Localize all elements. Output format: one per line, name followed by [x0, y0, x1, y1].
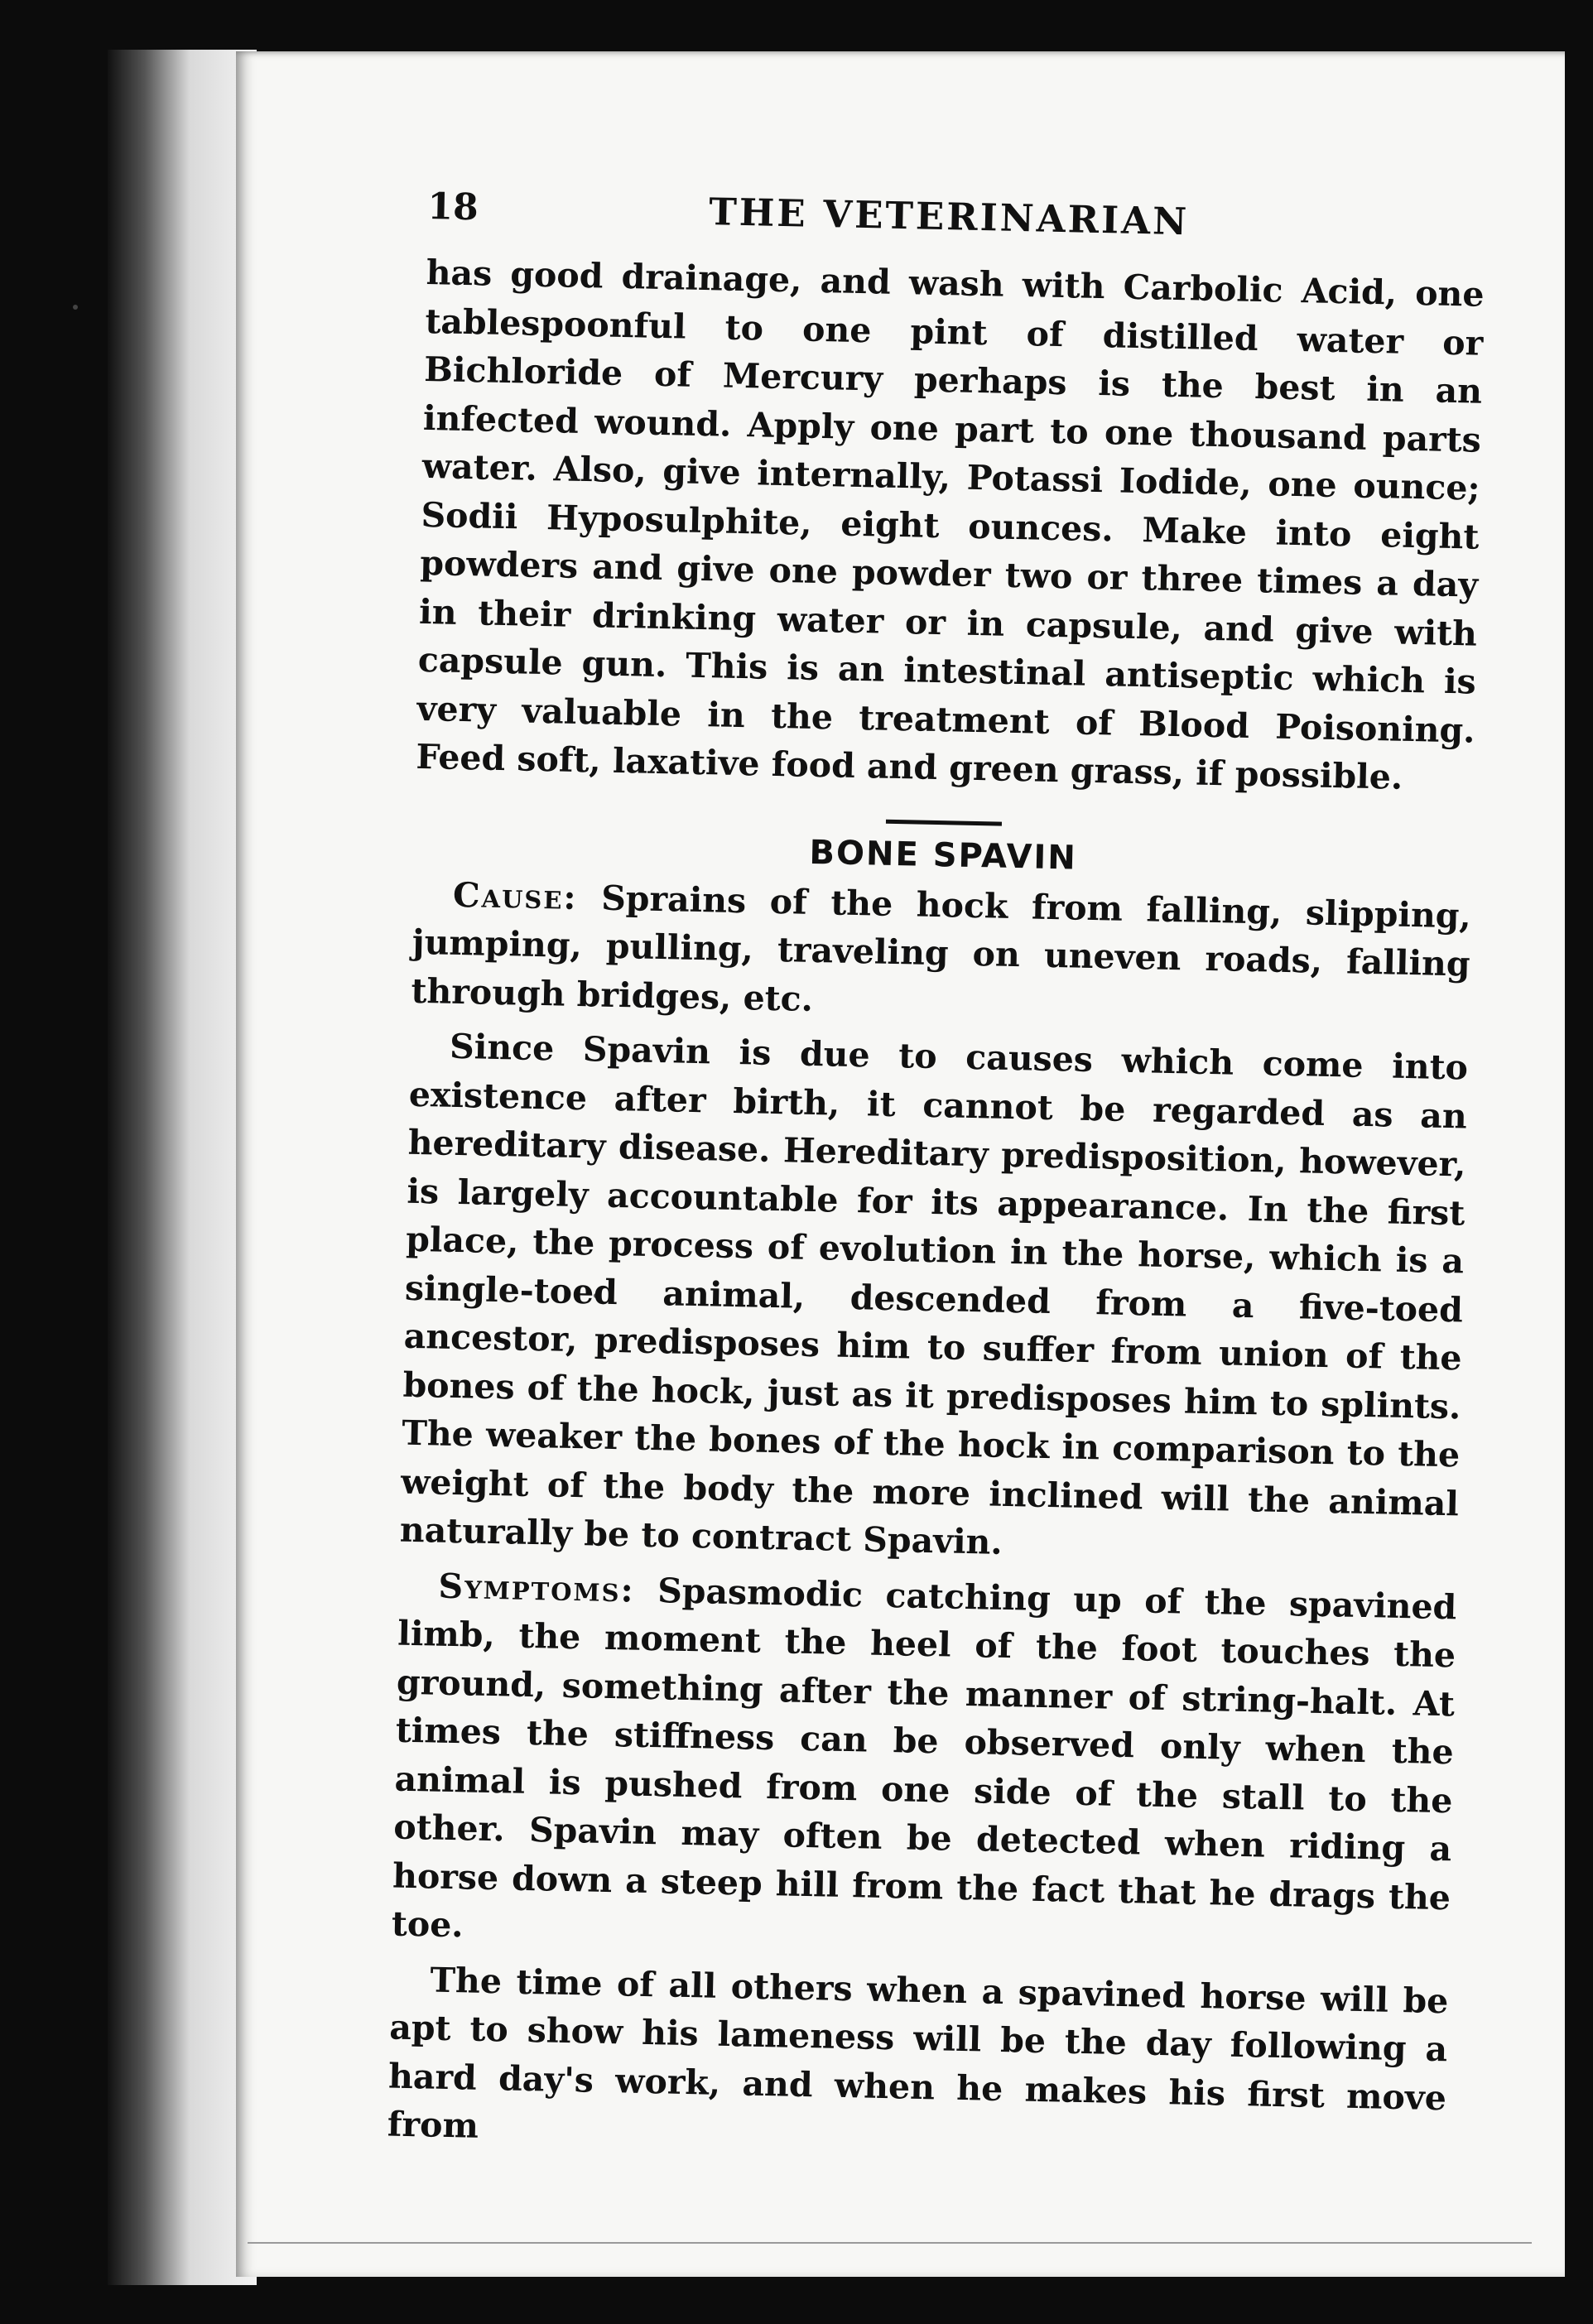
symptoms-text: Spasmodic catching up of the spavined limb, the moment the heel of the foot touches the ground, something after the manner of string-halt. At times the stiffness can be observed only when the animal is pushed from one side of the stall to the other. Spavin may often be detected when riding a horse down a steep hill from the fact that he drags the toe.: [391, 1570, 1457, 1946]
paragraph-lameness: The time of all others when a spavined horse will be apt to show his lameness will be the day following a hard day's work, and when he makes his first move from: [387, 1960, 1449, 2146]
paragraph-blood-poisoning-treatment: has good drainage, and wash with Carbolic Acid, one tablespoonful to one pint of distilled water or Bichloride of Mercury perhaps is the best in an infected wound. Apply one part to one thousand parts water. Also, give internally, Potassi Iodide, one ounce; Sodii Hyposulphite, eight ounces. Make into eight powders and give one powder two or three times a day in their drinking water or in capsule, and give with capsule gun. This is an intestinal antiseptic which is very valuable in the treatment of Blood Poisoning. Feed soft, laxative food and green grass, if possible.: [416, 252, 1485, 797]
book-page: [236, 51, 1565, 2277]
section-divider: [886, 819, 1002, 825]
cause-text: Sprains of the hock from falling, slipping, jumping, pulling, traveling on uneven roads, falling through bridges, etc.: [411, 878, 1472, 1019]
symptoms-label: Symptoms:: [438, 1566, 636, 1610]
page-bottom-rule: [248, 2242, 1532, 2244]
scan-left-edge: [108, 50, 257, 2285]
running-header: [427, 184, 1486, 256]
paragraph-heredity: Since Spavin is due to causes which come into existence after birth, it cannot be regarded as an hereditary disease. Hereditary predisposition, however, is largely accountable for its appearance. In the first place, the process of evolution in the horse, which is a single-toed animal, descended from a five-toed ancestor, predisposes him to suffer from union of the bones of the hock, just as it predisposes him to splints. The weaker the bones of the hock in comparison to the weight of the body the more inclined will the animal naturally be to contract Spavin.: [399, 1026, 1469, 1562]
page-content: [387, 184, 1485, 2171]
running-title: THE VETERINARIAN: [708, 190, 1190, 244]
section-heading: BONE SPAVIN: [809, 833, 1078, 878]
cause-label: Cause:: [452, 874, 579, 917]
scan-speck: [73, 305, 78, 310]
paragraph-symptoms: [391, 1561, 1457, 1970]
paragraph-cause: [411, 869, 1471, 1037]
page-number: 18: [426, 185, 479, 229]
